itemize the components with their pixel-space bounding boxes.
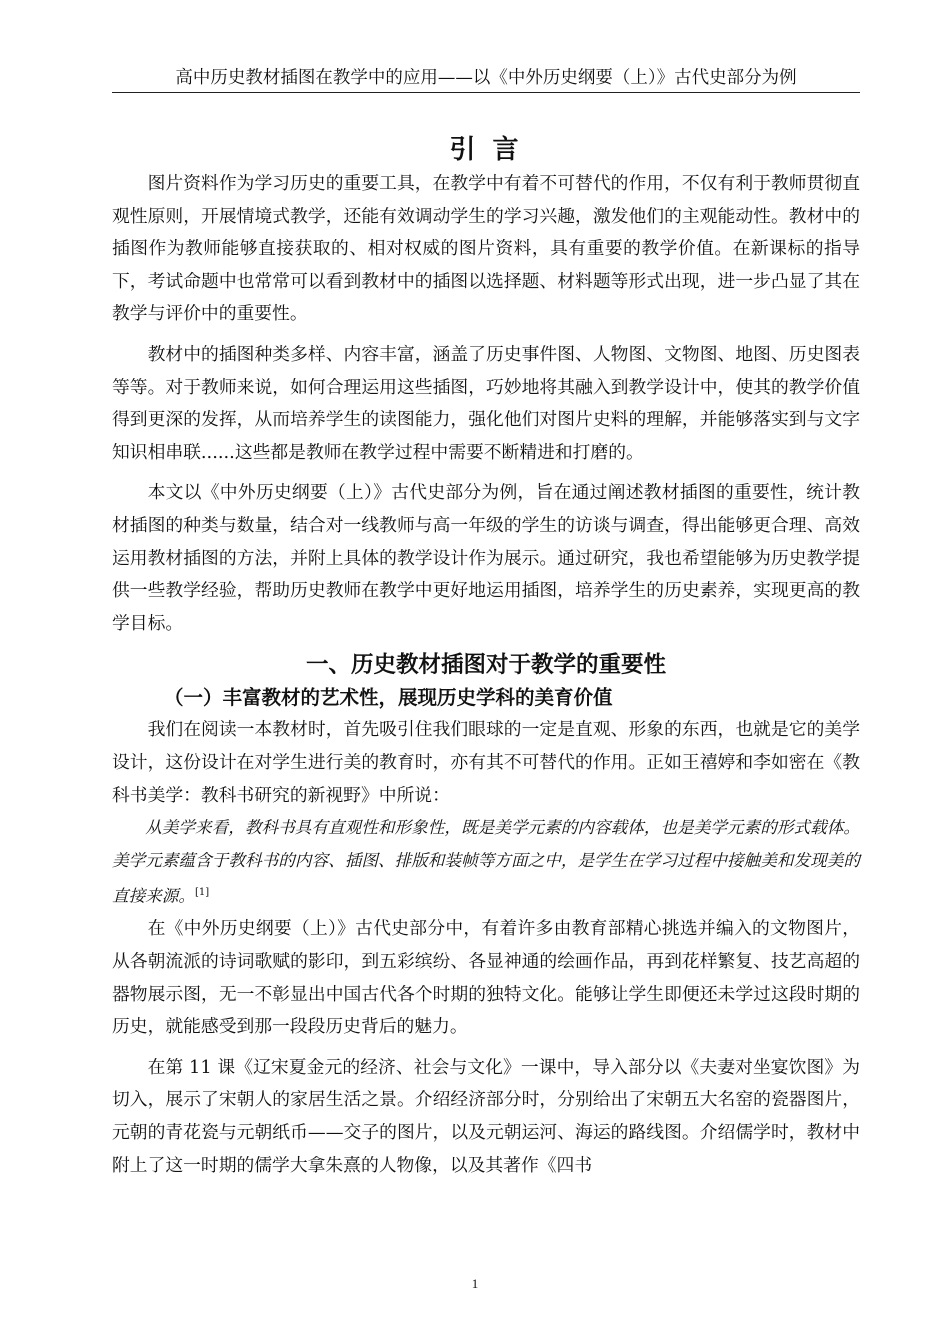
body-paragraph: 在《中外历史纲要（上）》古代史部分中，有着许多由教育部精心挑选并编入的文物图片，从各朝流派的诗词歌赋的影印，到五彩缤纷、各显神通的绘画作品，再到花样繁复、技艺高超的器物展示图，无一不彰显出中国古代各个时期的独特文化。能够让学生即便还未学过这段时期的历史，就能感受到那一段段历史背后的魅力。 — [112, 918, 860, 1038]
intro-title: 引 言 — [449, 135, 523, 165]
chapter-title: 一、历史教材插图对于教学的重要性 — [305, 652, 666, 679]
intro-paragraph: 本文以《中外历史纲要（上）》古代史部分为例，旨在通过阐述教材插图的重要性，统计教材插图的种类与数量，结合对一线教师与高一年级的学生的访谈与调查，得出能够更合理、高效运用教材插图的方法，并附上具体的教学设计作为展示。通过研究，我也希望能够为历史教学提供一些教学经验，帮助历史教师在教学中更好地运用插图，培养学生的历史素养，实现更高的教学目标。 — [112, 482, 860, 634]
page-body — [112, 132, 860, 1182]
body-paragraph: 在第 11 课《辽宋夏金元的经济、社会与文化》一课中，导入部分以《夫妻对坐宴饮图》为切入，展示了宋朝人的家居生活之景。介绍经济部分时，分别给出了宋朝五大名窑的瓷器图片，元朝的青花瓷与元朝纸币——交子的图片，以及元朝运河、海运的路线图。介绍儒学时，教材中附上了这一时期的儒学大拿朱熹的人物像，以及其著作《四书 — [112, 1056, 860, 1176]
page-number: 1 — [471, 1276, 479, 1291]
quote-text: 从美学来看，教科书具有直观性和形象性，既是美学元素的内容载体，也是美学元素的形式载体。美学元素蕴含于教科书的内容、插图、排版和装帧等方面之中，是学生在学习过程中接触美和发现美的直接来源。 — [112, 818, 860, 906]
block-quote — [112, 812, 860, 913]
intro-paragraph: 图片资料作为学习历史的重要工具，在教学中有着不可替代的作用，不仅有利于教师贯彻直观性原则，开展情境式教学，还能有效调动学生的学习兴趣，激发他们的主观能动性。教材中的插图作为教师能够直接获取的、相对权威的图片资料，具有重要的教学价值。在新课标的指导下，考试命题中也常常可以看到教材中的插图以选择题、材料题等形式出现，进一步凸显了其在教学与评价中的重要性。 — [112, 173, 860, 325]
citation-marker: [1] — [194, 887, 210, 899]
section-title: （一）丰富教材的艺术性，展现历史学科的美育价值 — [164, 686, 613, 710]
running-header: 高中历史教材插图在教学中的应用——以《中外历史纲要（上）》古代史部分为例 — [112, 66, 860, 93]
body-paragraph: 我们在阅读一本教材时，首先吸引住我们眼球的一定是直观、形象的东西，也就是它的美学设计，这份设计在对学生进行美的教育时，亦有其不可替代的作用。正如王禧婷和李如密在《教科书美学：教科书研究的新视野》中所说： — [112, 719, 860, 806]
intro-paragraph: 教材中的插图种类多样、内容丰富，涵盖了历史事件图、人物图、文物图、地图、历史图表等等。对于教师来说，如何合理运用这些插图，巧妙地将其融入到教学设计中，使其的教学价值得到更深的发挥，从而培养学生的读图能力，强化他们对图片史料的理解，并能够落实到与文字知识相串联......这些都是教师在教学过程中需要不断精进和打磨的。 — [112, 343, 860, 463]
